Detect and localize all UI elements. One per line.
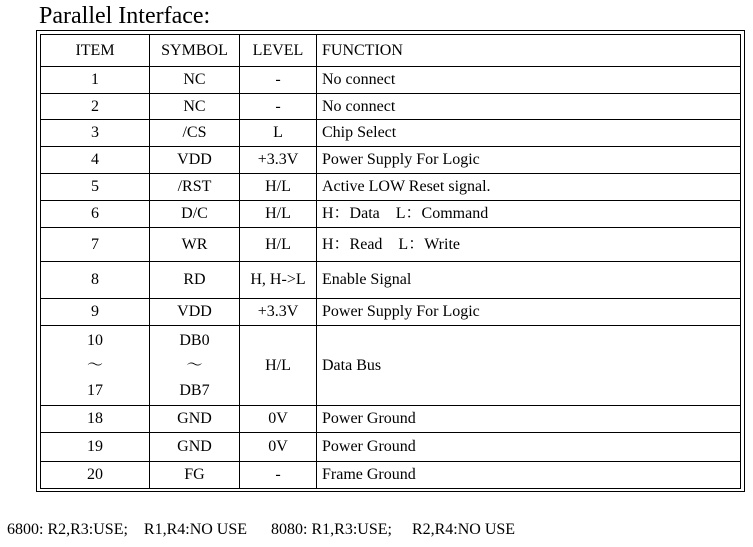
item-range-end: 17 xyxy=(87,381,103,399)
symbol-cell: /RST xyxy=(150,174,240,201)
level-cell: L xyxy=(240,120,317,147)
symbol-cell: NC xyxy=(150,94,240,120)
function-cell: H：Data L：Command xyxy=(317,201,741,228)
table-header-row xyxy=(41,35,741,67)
item-cell: 7 xyxy=(41,228,150,262)
level-cell: H/L xyxy=(240,201,317,228)
symbol-cell: /CS xyxy=(150,120,240,147)
function-cell: Power Supply For Logic xyxy=(317,299,741,326)
level-cell: 0V xyxy=(240,406,317,433)
level-cell: 0V xyxy=(240,433,317,462)
level-cell: +3.3V xyxy=(240,147,317,174)
table-row xyxy=(41,147,741,174)
function-cell: Frame Ground xyxy=(317,462,741,489)
function-cell: No connect xyxy=(317,94,741,120)
table-row xyxy=(41,201,741,228)
function-cell: Enable Signal xyxy=(317,262,741,299)
function-cell: Power Ground xyxy=(317,433,741,462)
symbol-cell: D/C xyxy=(150,201,240,228)
pin-table-frame xyxy=(36,30,745,492)
function-cell: Power Supply For Logic xyxy=(317,147,741,174)
table-row xyxy=(41,462,741,489)
table-row xyxy=(41,174,741,201)
header-function: FUNCTION xyxy=(317,35,741,67)
function-cell: H：Read L：Write xyxy=(317,228,741,262)
level-cell: H/L xyxy=(240,326,317,406)
symbol-cell: RD xyxy=(150,262,240,299)
symbol-range-end: DB7 xyxy=(179,381,210,399)
item-cell: 20 xyxy=(41,462,150,489)
item-range-tilde: ～ xyxy=(86,356,103,374)
level-cell: - xyxy=(240,94,317,120)
level-cell: H, H->L xyxy=(240,262,317,299)
symbol-cell: GND xyxy=(150,433,240,462)
table-row xyxy=(41,262,741,299)
pin-table xyxy=(40,34,741,489)
level-cell: - xyxy=(240,67,317,94)
level-cell: H/L xyxy=(240,174,317,201)
page-title: Parallel Interface: xyxy=(39,3,211,29)
table-row xyxy=(41,299,741,326)
symbol-cell: WR xyxy=(150,228,240,262)
header-level: LEVEL xyxy=(240,35,317,67)
header-symbol: SYMBOL xyxy=(150,35,240,67)
table-row xyxy=(41,228,741,262)
symbol-cell: GND xyxy=(150,406,240,433)
function-cell: Data Bus xyxy=(317,326,741,406)
function-cell: Chip Select xyxy=(317,120,741,147)
symbol-cell: VDD xyxy=(150,147,240,174)
table-row xyxy=(41,433,741,462)
level-cell: - xyxy=(240,462,317,489)
symbol-cell: FG xyxy=(150,462,240,489)
symbol-range-tilde: ～ xyxy=(186,356,203,374)
table-row xyxy=(41,406,741,433)
function-cell: Power Ground xyxy=(317,406,741,433)
table-row xyxy=(41,94,741,120)
level-cell: H/L xyxy=(240,228,317,262)
item-cell: 19 xyxy=(41,433,150,462)
level-cell: +3.3V xyxy=(240,299,317,326)
item-cell: 4 xyxy=(41,147,150,174)
table-row xyxy=(41,326,741,406)
symbol-cell: NC xyxy=(150,67,240,94)
symbol-cell: VDD xyxy=(150,299,240,326)
symbol-range-cell xyxy=(150,326,240,406)
item-cell: 6 xyxy=(41,201,150,228)
function-cell: No connect xyxy=(317,67,741,94)
symbol-range-start: DB0 xyxy=(179,331,210,349)
item-cell: 3 xyxy=(41,120,150,147)
item-cell: 1 xyxy=(41,67,150,94)
item-cell: 9 xyxy=(41,299,150,326)
table-row xyxy=(41,120,741,147)
interface-mode-note: 6800: R2,R3:USE; R1,R4:NO USE 8080: R1,R3:USE; R2,R4:NO USE xyxy=(7,521,516,538)
function-cell: Active LOW Reset signal. xyxy=(317,174,741,201)
item-cell: 2 xyxy=(41,94,150,120)
item-range-cell xyxy=(41,326,150,406)
header-item: ITEM xyxy=(41,35,150,67)
item-cell: 8 xyxy=(41,262,150,299)
item-range-start: 10 xyxy=(87,331,103,349)
item-cell: 5 xyxy=(41,174,150,201)
table-row xyxy=(41,67,741,94)
item-cell: 18 xyxy=(41,406,150,433)
